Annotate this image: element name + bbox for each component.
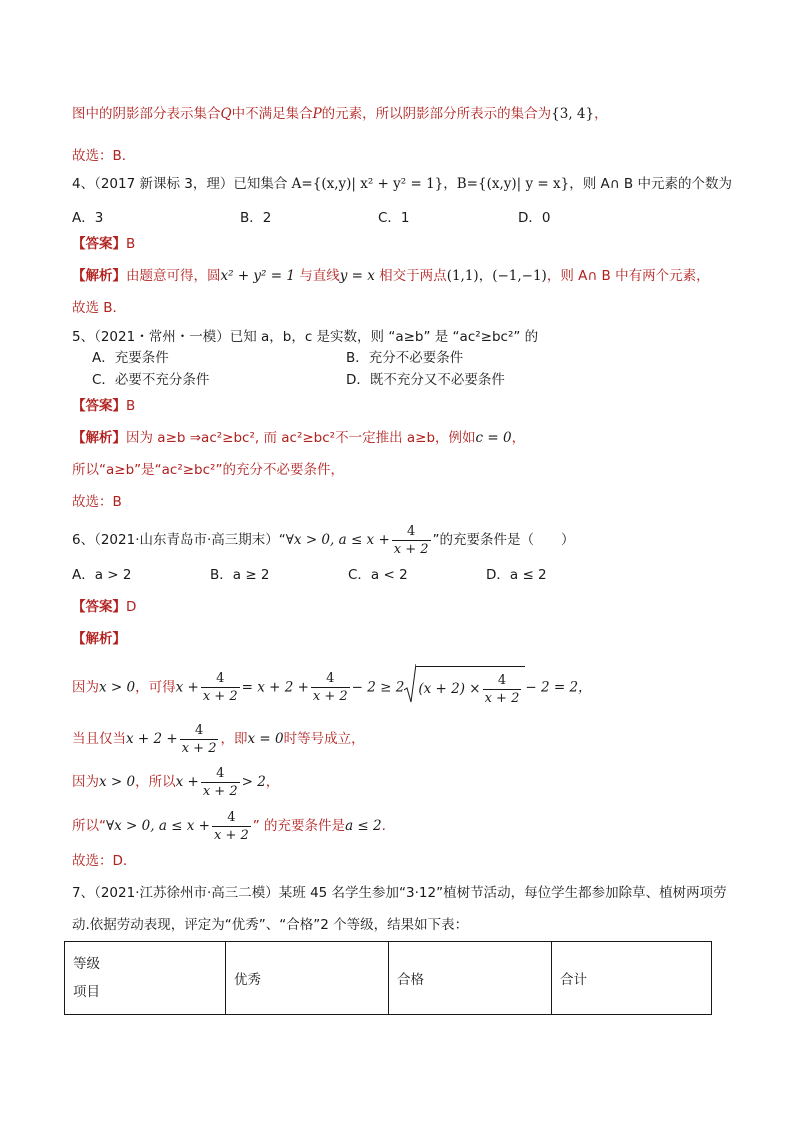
- q6-step-1: 因为x > 0，可得x + $\frac{4}{x + 2}$ = x + 2 + $\frac{4}{x + 2}$ − 2 ≥ 2 (x + 2) × $\frac{4}{x + 2}$ − 2 = 2，: [72, 666, 592, 708]
- fraction: $\frac{4}{x + 2}$: [393, 523, 429, 557]
- question-6-stem: 6、（2021·山东青岛市·高三期末）“∀x > 0, a ≤ x + $\frac{4}{x + 2}$ ”的充要条件是（ ）: [72, 523, 575, 557]
- q5-option-d: D．既不充分又不必要条件: [346, 372, 505, 388]
- q6-step-3: 因为x > 0，所以x + $\frac{4}{x + 2}$ > 2，: [72, 765, 280, 799]
- radicand: (x + 2) × $\frac{4}{x + 2}$: [416, 666, 525, 709]
- question-5-stem: 5、（2021・常州・一模）已知 a，b，c 是实数，则 “a≥b” 是 “ac²≥bc²” 的: [72, 329, 539, 345]
- q6-option-a: A．a > 2: [72, 567, 132, 583]
- fraction: $\frac{4}{x + 2}$: [181, 722, 217, 756]
- q6-option-b: B．a ≥ 2: [210, 567, 270, 583]
- fraction: $\frac{4}{x + 2}$: [202, 671, 238, 704]
- fraction: $\frac{4}{x + 2}$: [312, 671, 348, 704]
- q4-option-a: A．3: [72, 210, 104, 226]
- q6-choose: 故选：D．: [72, 853, 137, 869]
- table-header-cell: 合计: [552, 942, 712, 1015]
- q6-step-2: 当且仅当x + 2 + $\frac{4}{x + 2}$ ，即x = 0时等号成立，: [72, 722, 365, 756]
- q6-step-4: 所以“∀x > 0, a ≤ x + $\frac{4}{x + 2}$ ” 的充要条件是a ≤ 2.: [72, 809, 386, 843]
- table-row: [65, 942, 712, 1015]
- fraction: $\frac{4}{x + 2}$: [484, 672, 520, 706]
- q5-answer: 【答案】B: [72, 398, 136, 414]
- question-7-stem-line-2: 动.依据劳动表现，评定为“优秀”、“合格”2 个等级，结果如下表：: [72, 917, 469, 933]
- q6-answer: 【答案】D: [72, 599, 137, 615]
- table-header-cell: 合格: [389, 942, 552, 1015]
- q6-option-d: D．a ≤ 2: [486, 567, 547, 583]
- solution-line-shaded-set: 图中的阴影部分表示集合Q中不满足集合P的元素，所以阴影部分所表示的集合为{3, 4}，: [72, 106, 608, 122]
- grade-table: [64, 941, 712, 1015]
- q4-choose: 故选 B．: [72, 300, 127, 316]
- q5-analysis-1: 【解析】因为 a≥b ⇒ac²≥bc², 而 ac²≥bc²不一定推出 a≥b，例如c = 0，: [72, 430, 526, 446]
- choose-line-prev: 故选：B．: [72, 148, 136, 164]
- q5-option-b: B．充分不必要条件: [346, 350, 464, 366]
- table-header-cell: 优秀: [226, 942, 389, 1015]
- fraction: $\frac{4}{x + 2}$: [214, 809, 249, 843]
- square-root: [404, 666, 525, 709]
- q4-option-d: D．0: [518, 210, 551, 226]
- radical-sign-icon: [404, 664, 416, 704]
- q4-option-c: C．1: [378, 210, 410, 226]
- question-4-stem: 4、（2017 新课标 3，理）已知集合 A={(x,y)| x² + y² = 1}，B={(x,y)| y = x}，则 A∩ B 中元素的个数为: [72, 176, 732, 192]
- q4-analysis: 【解析】由题意可得，圆x² + y² = 1 与直线y = x 相交于两点(1,1)，(−1,−1)，则 A∩ B 中有两个元素，: [72, 268, 710, 284]
- question-7-stem-line-1: 7、（2021·江苏徐州市·高三二模）某班 45 名学生参加“3·12”植树节活动，每位学生都参加除草、植树两项劳: [72, 885, 727, 901]
- q6-option-c: C．a < 2: [348, 567, 408, 583]
- q5-option-c: C．必要不充分条件: [92, 372, 210, 388]
- q6-analysis-label: 【解析】: [72, 631, 126, 647]
- q5-analysis-2: 所以“a≥b”是“ac²≥bc²”的充分不必要条件，: [72, 462, 344, 478]
- q4-option-b: B．2: [240, 210, 272, 226]
- q4-answer: 【答案】B: [72, 236, 136, 252]
- q5-choose: 故选：B: [72, 494, 122, 510]
- fraction: $\frac{4}{x + 2}$: [202, 765, 238, 799]
- table-header-cell: 等级 项目: [65, 942, 226, 1015]
- q5-option-a: A．充要条件: [92, 350, 169, 366]
